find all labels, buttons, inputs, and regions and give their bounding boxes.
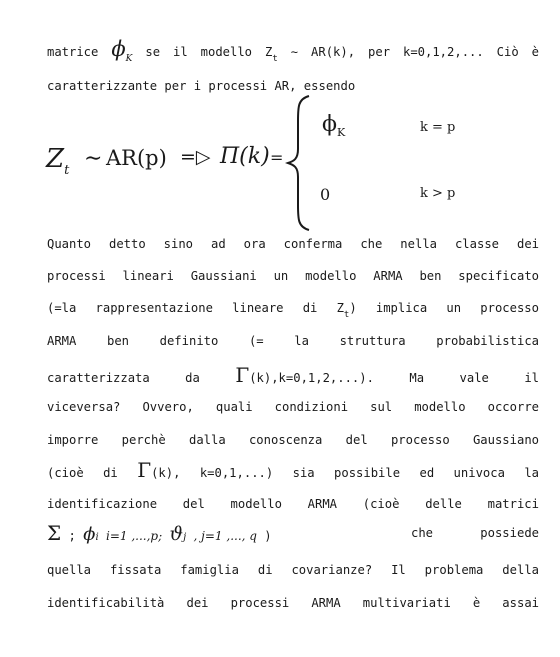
text-line-8: viceversa? Ovvero, quali condizioni sul modello occorre xyxy=(47,400,539,414)
text-line-7 xyxy=(47,363,539,387)
text-line-5 xyxy=(47,300,539,318)
formula-pi-k: Π(k) xyxy=(220,144,270,169)
text-line-14: identificabilità dei processi ARMA multivariati è assai xyxy=(47,596,539,610)
word-matrice: matrice xyxy=(47,45,99,59)
text-line-4: processi lineari Gaussiani un modello ARMA ben specificato xyxy=(47,269,539,283)
gamma-symbol: Γ xyxy=(235,363,250,387)
text-line-9: imporre perchè dalla conoscenza del processo Gaussiano xyxy=(47,433,539,447)
theta-symbol: ϑj xyxy=(169,523,187,545)
formula-implies: =▷ xyxy=(180,146,211,168)
case2-value: 0 xyxy=(320,185,331,204)
case1-condition: k = p xyxy=(420,120,456,135)
text-line-3: Quanto detto sino ad ora conferma che nella classe dei xyxy=(47,237,539,251)
word-possiede: possiede xyxy=(480,526,539,540)
text-line-1 xyxy=(47,37,539,64)
text-line-2: caratterizzante per i processi AR, essendo xyxy=(47,79,356,93)
phi-symbol: ϕi xyxy=(83,524,99,545)
text-segment: caratterizzata da xyxy=(47,371,200,385)
formula-lhs: $Z_t$ xyxy=(46,144,70,178)
formula-equals: = xyxy=(270,148,284,167)
text-segment: (=la rappresentazione lineare di $Z_t$) implica un processo xyxy=(47,301,539,320)
text-segment: (cioè di xyxy=(47,466,118,480)
formula-tilde: ∼ xyxy=(84,146,103,171)
text-segment: Γ(k), k=0,1,...) sia possibile ed univoca la xyxy=(137,458,540,482)
left-brace-icon xyxy=(285,93,315,233)
phi-symbol: $\phi_K$ xyxy=(111,37,133,64)
text-segment: Γ(k),k=0,1,2,...). Ma vale il xyxy=(235,363,539,387)
text-line-6: ARMA ben definito (= la struttura probabilistica xyxy=(47,334,539,348)
text-segment: se il modello $Z_t$ xyxy=(145,45,278,64)
text-line-10 xyxy=(47,458,540,482)
formula-block xyxy=(0,0,560,240)
case2-condition: k > p xyxy=(420,186,456,201)
text-segment: ∼ AR(k), per k=0,1,2,... Ciò è xyxy=(290,45,539,59)
text-line-12 xyxy=(47,521,539,546)
gamma-symbol: Γ xyxy=(137,458,152,482)
text-segment: ; xyxy=(68,529,76,543)
phi-index-range: i=1 ,...,p; xyxy=(106,529,163,543)
text-line-11: identificazione del modello ARMA (cioè delle matrici xyxy=(47,497,539,511)
formula-ar-p: AR(p) xyxy=(106,146,167,170)
sigma-symbol: Σ xyxy=(47,521,62,545)
text-line-13: quella fissata famiglia di covarianze? Il problema della xyxy=(47,563,539,577)
word-che: che xyxy=(411,526,434,540)
theta-index-range: , j=1 ,..., q xyxy=(193,529,257,543)
text-segment: ) xyxy=(264,529,272,543)
case1-value: $\phi_K$ xyxy=(322,112,346,139)
